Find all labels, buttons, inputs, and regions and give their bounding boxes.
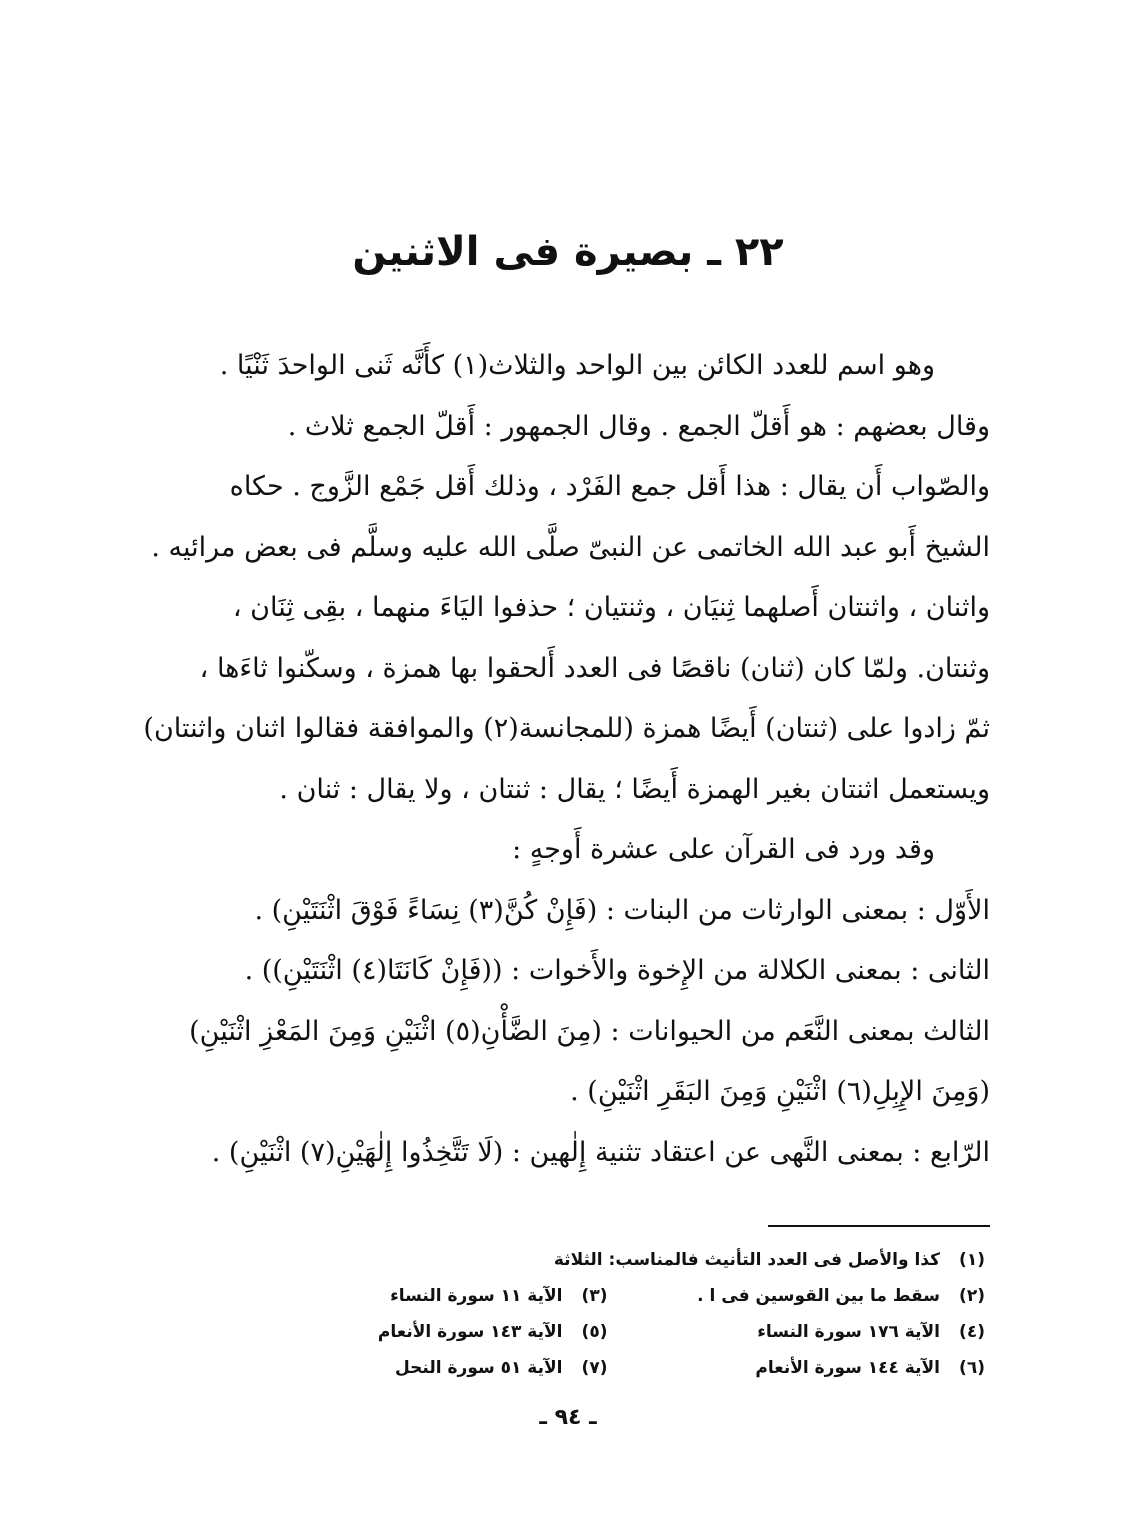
footnote-text: الآية ١٤٣ سورة الأنعام — [377, 1322, 563, 1342]
footnote-number: (١) — [959, 1250, 985, 1270]
footnote-divider — [768, 1225, 990, 1227]
footnote-number: (٤) — [959, 1322, 985, 1342]
footnote-text: سقط ما بين القوسين فى ا . — [697, 1286, 940, 1306]
footnote-number: (٣) — [581, 1286, 608, 1306]
footnote-row — [230, 1350, 985, 1386]
text-line: وقال بعضهم : هو أَقلّ الجمع . وقال الجمهور : أَقلّ الجمع ثلاث . — [287, 410, 990, 442]
text-line: واثنان ، واثنتان أَصلهما ثِنيَان ، وثنتيان ؛ حذفوا اليَاءَ منهما ، بقِى ثِنَان ، — [232, 592, 990, 623]
footnotes — [230, 1242, 985, 1386]
footnote-text: الآية ٥١ سورة النحل — [395, 1358, 563, 1378]
text-line: وهو اسم للعدد الكائن بين الواحد والثلاث(١) كأَنَّه ثَنى الواحدَ ثَنْيًا . — [219, 350, 935, 381]
footnote — [230, 1278, 608, 1314]
footnote-text: كذا والأصل فى العدد التأنيث فالمناسب: الثلاثة — [553, 1250, 940, 1270]
footnote — [608, 1314, 986, 1350]
text-line: الأَوّل : بمعنى الوارثات من البنات : (فَإِنْ كُنَّ(٣) نِسَاءً فَوْقَ اثْنَتَيْنِ) . — [254, 894, 990, 926]
footnote-row — [230, 1242, 985, 1278]
text-line: ثمّ زادوا على (ثنتان) أَيضًا همزة (للمجانسة(٢) والموافقة فقالوا اثنان واثنتان) — [143, 713, 990, 744]
footnote — [553, 1242, 986, 1278]
text-line: الثانى : بمعنى الكلالة من الإِخوة والأَخوات : ((فَإِنْ كَانَتَا(٤) اثْنَتَيْنِ)) . — [244, 955, 990, 986]
footnote-number: (٦) — [959, 1358, 985, 1378]
page-number: ـ ٩٤ ـ — [539, 1405, 597, 1430]
text-line: الرّابع : بمعنى النَّهى عن اعتقاد تثنية إِلٰهين : (لَا تَتَّخِذُوا إِلٰهَيْنِ(٧) اثْنَيْنِ) . — [211, 1136, 990, 1168]
footnote-number: (٧) — [581, 1358, 608, 1378]
footnote-text: الآية ١٧٦ سورة النساء — [757, 1322, 940, 1342]
footnote-number: (٥) — [581, 1322, 608, 1342]
text-line: وقد ورد فى القرآن على عشرة أَوجهٍ : — [512, 834, 935, 865]
text-line: الشيخ أَبو عبد الله الخاتمى عن النبىّ صلَّى الله عليه وسلَّم فى بعض مرائيه . — [151, 531, 990, 563]
footnote — [608, 1278, 986, 1314]
text-line: وثنتان. ولمّا كان (ثنان) ناقصًا فى العدد أَلحقوا بها همزة ، وسكّنوا ثاءَها ، — [199, 652, 990, 684]
main-text — [130, 336, 990, 1183]
footnote-text: الآية ١١ سورة النساء — [390, 1286, 563, 1306]
footnote — [230, 1350, 608, 1386]
footnote-number: (٢) — [959, 1286, 985, 1306]
footnote-row — [230, 1278, 985, 1314]
text-line: ويستعمل اثنتان بغير الهمزة أَيضًا ؛ يقال : ثنتان ، ولا يقال : ثنان . — [279, 773, 990, 805]
text-line: والصّواب أَن يقال : هذا أَقل جمع الفَرْد ، وذلك أَقل جَمْع الزَّوج . حكاه — [229, 471, 990, 502]
footnote-text: الآية ١٤٤ سورة الأنعام — [755, 1358, 940, 1378]
text-line: (وَمِنَ الإِبِلِ(٦) اثْنَيْنِ وَمِنَ البَقَرِ اثْنَيْنِ) . — [570, 1076, 990, 1107]
footnote — [230, 1314, 608, 1350]
footnote — [608, 1350, 986, 1386]
footnote-empty — [230, 1242, 608, 1278]
chapter-title: ٢٢ ـ بصيرة فى الاثنين — [352, 229, 784, 275]
footnote-row — [230, 1314, 985, 1350]
text-line: الثالث بمعنى النَّعَم من الحيوانات : (مِنَ الضَّأْنِ(٥) اثْنَيْنِ وَمِنَ المَعْزِ اثْنَيْنِ) — [189, 1015, 990, 1047]
